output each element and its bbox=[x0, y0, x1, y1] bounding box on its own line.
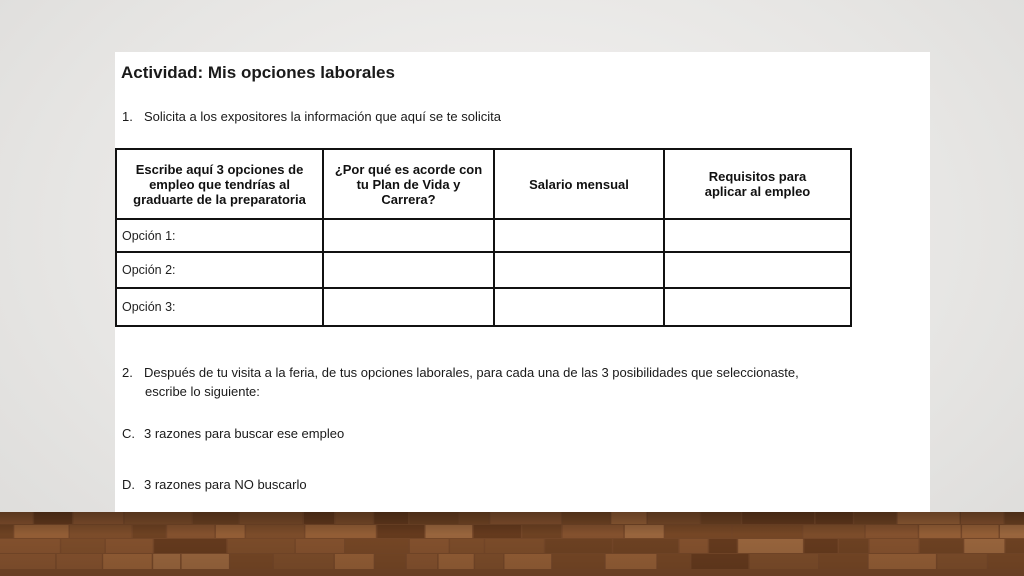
instruction-1-text: Solicita a los expositores la información que aquí se te solicita bbox=[144, 109, 501, 124]
row-label-option-3: Opción 3: bbox=[116, 288, 323, 326]
table-cell bbox=[323, 219, 494, 252]
row-label-option-2: Opción 2: bbox=[116, 252, 323, 288]
document-title: Actividad: Mis opciones laborales bbox=[121, 63, 395, 82]
row-label-option-1: Opción 1: bbox=[116, 219, 323, 252]
instruction-c bbox=[122, 426, 344, 441]
instruction-2-number: 2. bbox=[122, 365, 133, 380]
instruction-d-letter: D. bbox=[122, 477, 135, 492]
table-cell bbox=[664, 219, 851, 252]
table-cell bbox=[494, 288, 664, 326]
table-header-row bbox=[116, 149, 851, 219]
table-cell bbox=[494, 219, 664, 252]
instruction-2-text: Después de tu visita a la feria, de tus opciones laborales, para cada una de las 3 posibilidades que seleccionaste, bbox=[144, 365, 799, 380]
instruction-1 bbox=[122, 109, 501, 124]
table-cell bbox=[664, 252, 851, 288]
table-cell bbox=[323, 288, 494, 326]
table-cell bbox=[494, 252, 664, 288]
table-row bbox=[116, 252, 851, 288]
table-cell bbox=[664, 288, 851, 326]
table-row bbox=[116, 288, 851, 326]
instruction-c-letter: C. bbox=[122, 426, 135, 441]
header-requirements: Requisitos para aplicar al empleo bbox=[664, 149, 851, 219]
document-image bbox=[115, 52, 930, 512]
instruction-1-number: 1. bbox=[122, 109, 133, 124]
instruction-d bbox=[122, 477, 307, 492]
wood-floor bbox=[0, 512, 1024, 576]
job-options-table bbox=[115, 148, 852, 327]
instruction-c-text: 3 razones para buscar ese empleo bbox=[144, 426, 345, 441]
instruction-2 bbox=[122, 365, 799, 399]
instruction-d-text: 3 razones para NO buscarlo bbox=[144, 477, 307, 492]
header-monthly-salary: Salario mensual bbox=[494, 149, 664, 219]
table-cell bbox=[323, 252, 494, 288]
header-job-options: Escribe aquí 3 opciones de empleo que tendrías al graduarte de la preparatoria bbox=[116, 149, 323, 219]
wood-floor-texture bbox=[0, 512, 1024, 576]
header-why-fits-plan: ¿Por qué es acorde con tu Plan de Vida y Carrera? bbox=[323, 149, 494, 219]
instruction-2-continuation: escribe lo siguiente: bbox=[145, 384, 260, 399]
table-row bbox=[116, 219, 851, 252]
